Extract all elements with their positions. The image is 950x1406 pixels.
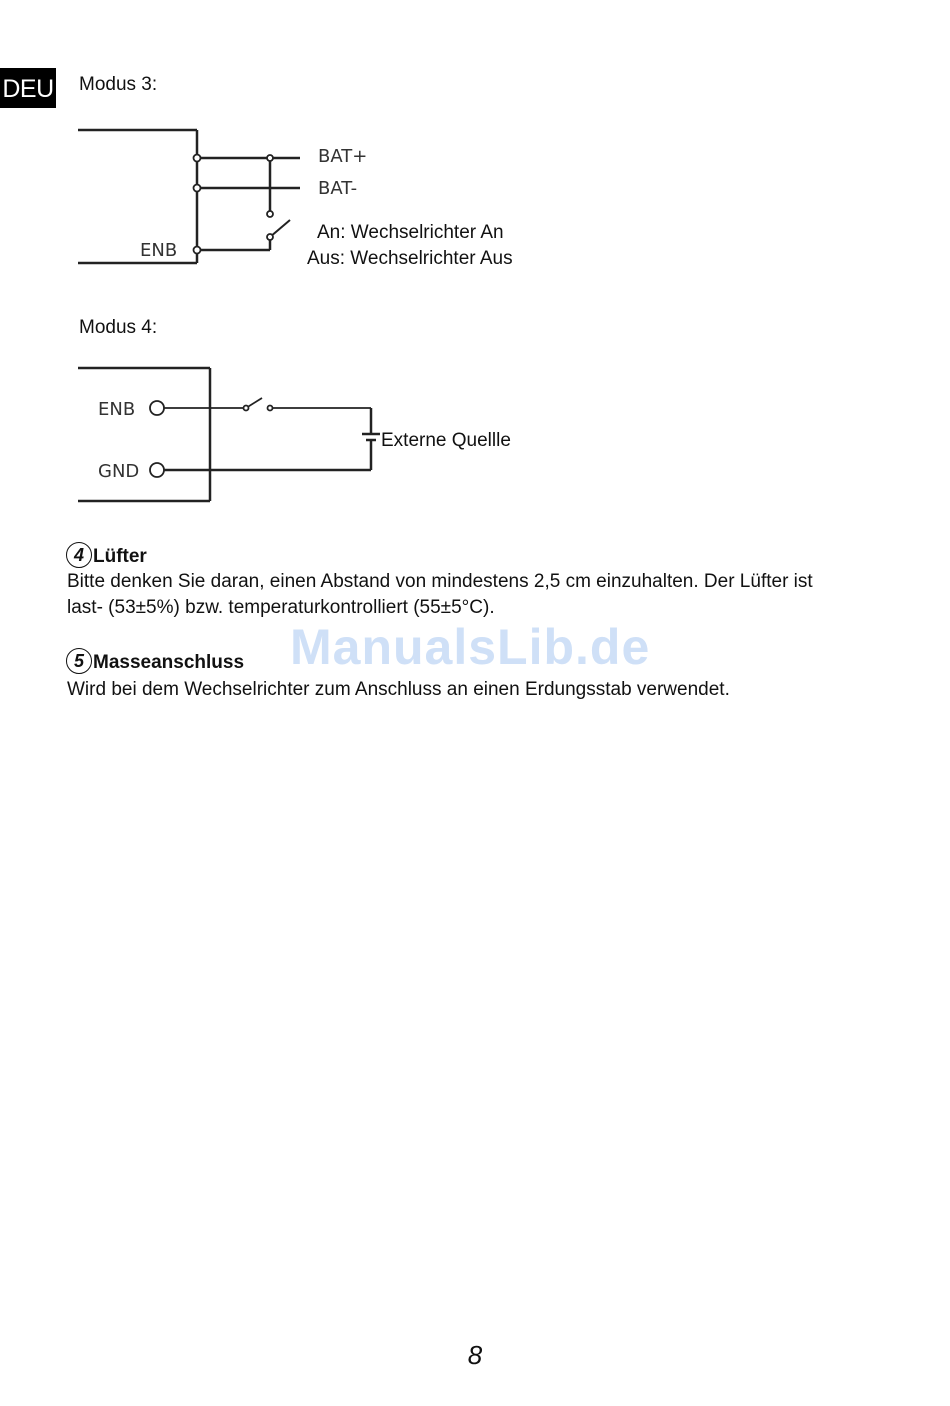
bat-plus-terminal [194, 155, 201, 162]
mode3-on-state: An: Wechselrichter An [317, 222, 504, 243]
mode4-switch-contact-left [244, 406, 249, 411]
section4-number: 4 [66, 542, 92, 568]
section4-heading [66, 542, 147, 568]
section4-body [67, 569, 867, 621]
bat-minus-terminal [194, 185, 201, 192]
mode4-enb-label: ENB [98, 399, 136, 420]
enb-terminal [194, 247, 201, 254]
mode3-off-state: Aus: Wechselrichter Aus [307, 248, 513, 269]
section5-heading [66, 648, 244, 674]
mode4-label: Modus 4: [79, 317, 158, 338]
section5-title: Masseanschluss [93, 652, 245, 673]
section5-number: 5 [66, 648, 92, 674]
junction-dot [267, 155, 273, 161]
external-source-label: Externe Quellle [381, 430, 511, 451]
bat-minus-label: BAT- [318, 178, 358, 199]
enb-port [150, 401, 164, 415]
mode4-switch-contact-right [268, 406, 273, 411]
bat-plus-label: BAT+ [318, 146, 368, 167]
section4-line2: last- (53±5%) bzw. temperaturkontrolliert (55±5°C). [67, 597, 495, 618]
section4-title: Lüfter [93, 546, 147, 567]
section5-line1: Wird bei dem Wechselrichter zum Anschluss an einen Erdungsstab verwendet. [67, 679, 730, 700]
mode3-label: Modus 3: [79, 74, 158, 95]
section5-body [67, 677, 867, 703]
watermark: ManualsLib.de [290, 619, 651, 675]
enb-label: ENB [140, 240, 178, 261]
mode4-gnd-label: GND [98, 461, 140, 482]
switch-blade [270, 220, 290, 237]
language-tab: DEU [0, 68, 56, 108]
switch-contact-top [267, 211, 273, 217]
page-number: 8 [467, 1340, 483, 1370]
section4-line1: Bitte denken Sie daran, einen Abstand von mindestens 2,5 cm einzuhalten. Der Lüfter ist [67, 571, 813, 592]
switch-contact-bottom [267, 234, 273, 240]
gnd-port [150, 463, 164, 477]
